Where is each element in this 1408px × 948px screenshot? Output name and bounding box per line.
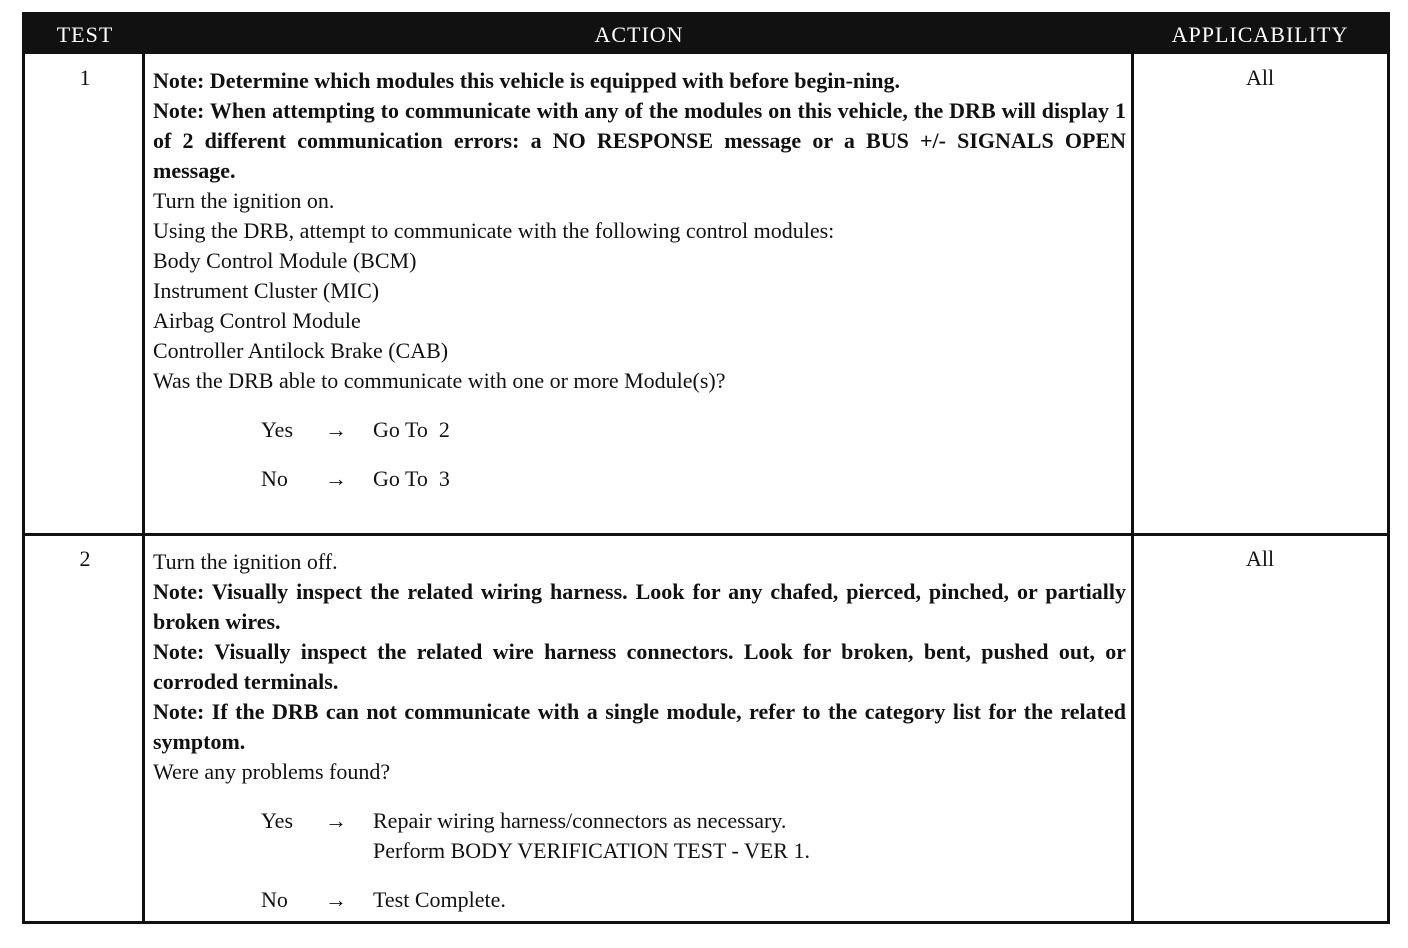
action-step: Turn the ignition off. [153, 549, 338, 574]
arrow-icon: → [325, 887, 347, 912]
arrow-icon: → [325, 417, 347, 442]
arrow-icon: → [325, 808, 347, 833]
module-item: Body Control Module (BCM) [153, 248, 417, 273]
choice-result-detail: Perform BODY VERIFICATION TEST - VER 1. [373, 838, 810, 863]
action-cell [153, 547, 1126, 915]
choice-label: No [261, 466, 288, 491]
test-number: 1 [79, 65, 91, 90]
module-item: Controller Antilock Brake (CAB) [153, 338, 449, 363]
column-divider [1131, 15, 1134, 921]
choice-yes [153, 806, 1126, 866]
choice-result: Go To 2 [373, 417, 450, 442]
row-divider [25, 533, 1387, 536]
action-cell [153, 66, 1126, 494]
choice-yes [153, 415, 1126, 445]
column-divider [142, 15, 145, 921]
action-note: Note: Visually inspect the related wire harness connectors. Look for broken, bent, pushed out, or corroded terminals. [153, 639, 1126, 694]
choice-label: Yes [261, 808, 294, 833]
diagnostic-test-table [22, 12, 1390, 924]
action-note: Note: Determine which modules this vehicle is equipped with before begin-ning. [153, 68, 900, 93]
choice-label: No [261, 887, 288, 912]
applicability-value: All [1245, 546, 1275, 571]
action-note: Note: Visually inspect the related wiring harness. Look for any chafed, pierced, pinched, or partially broken wires. [153, 579, 1126, 634]
choice-label: Yes [261, 417, 294, 442]
header-action: ACTION [594, 22, 684, 47]
choice-result: Repair wiring harness/connectors as necessary. [373, 808, 787, 833]
choice-result: Go To 3 [373, 466, 450, 491]
table-header [25, 15, 1387, 54]
header-applicability: APPLICABILITY [1171, 22, 1349, 47]
action-step: Turn the ignition on. [153, 188, 335, 213]
action-step: Using the DRB, attempt to communicate with the following control modules: [153, 218, 835, 243]
choice-result: Test Complete. [373, 887, 506, 912]
action-note: Note: When attempting to communicate with any of the modules on this vehicle, the DRB will display 1 of 2 different communication errors: a NO RESPONSE message or a BUS +/- SIGNALS OPEN message. [153, 98, 1126, 183]
header-test: TEST [56, 22, 114, 47]
module-item: Airbag Control Module [153, 308, 361, 333]
arrow-icon: → [325, 466, 347, 491]
choice-no [153, 464, 1126, 494]
action-question: Were any problems found? [153, 759, 391, 784]
applicability-value: All [1245, 65, 1275, 90]
choice-no [153, 885, 1126, 915]
action-note: Note: If the DRB can not communicate with a single module, refer to the category list for the related symptom. [153, 699, 1126, 754]
module-item: Instrument Cluster (MIC) [153, 278, 380, 303]
test-number: 2 [79, 546, 91, 571]
action-question: Was the DRB able to communicate with one or more Module(s)? [153, 368, 726, 393]
